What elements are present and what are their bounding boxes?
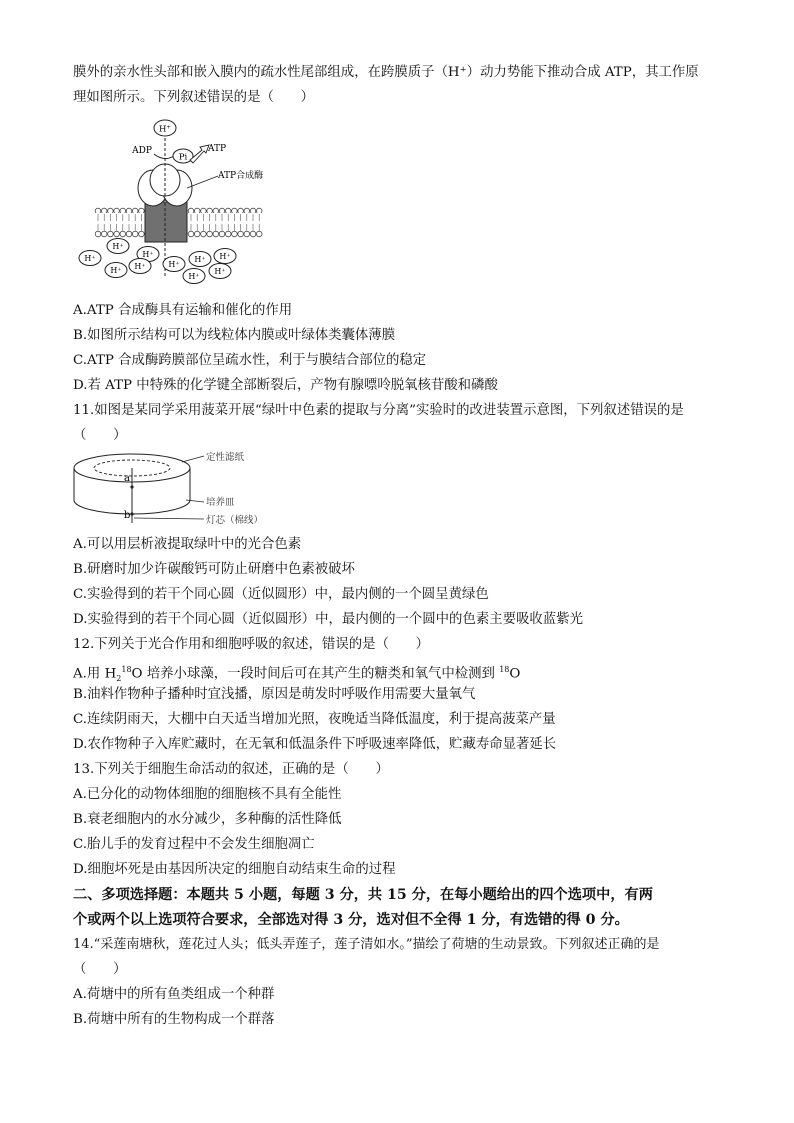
atp-synthase-label: ATP合成酶 bbox=[218, 171, 264, 181]
q10-option-a: A.ATP 合成酶具有运输和催化的作用 bbox=[73, 303, 293, 318]
label-wick: 灯芯（棉线） bbox=[206, 515, 264, 526]
phospholipid-head bbox=[219, 231, 225, 237]
label-b: b bbox=[124, 510, 131, 521]
phospholipid-head bbox=[250, 231, 256, 237]
q13-option-d: D.细胞坏死是由基因所决定的细胞自动结束生命的过程 bbox=[73, 862, 396, 877]
q10-stem-line1: 膜外的亲水性头部和嵌入膜内的疏水性尾部组成，在跨膜质子（H⁺）动力势能下推动合成 ATP，其工作原 bbox=[73, 65, 699, 80]
pi-label: Pi bbox=[178, 152, 188, 163]
q13-option-a: A.已分化的动物体细胞的细胞核不具有全能性 bbox=[73, 787, 342, 802]
phospholipid-head bbox=[207, 231, 213, 237]
phospholipid-head bbox=[126, 208, 132, 214]
q14-option-a: A.荷塘中的所有鱼类组成一个种群 bbox=[73, 987, 275, 1002]
phospholipid-head bbox=[95, 208, 101, 214]
phospholipid-head bbox=[139, 231, 145, 237]
q12-option-b: B.油料作物种子播种时宜浅播，原因是萌发时呼吸作用需要大量氧气 bbox=[73, 687, 476, 702]
h-ion-label: H⁺ bbox=[188, 272, 200, 281]
atp-synthase-diagram bbox=[70, 116, 285, 286]
q12-stem: 12.下列关于光合作用和细胞呼吸的叙述，错误的是（ ） bbox=[73, 637, 430, 652]
phospholipid-head bbox=[114, 231, 120, 237]
q14-stem-line1: 14.“采莲南塘秋，莲花过人头；低头弄莲子，莲子清如水。”描绘了荷塘的生动景致。下列叙述正确的是 bbox=[73, 937, 660, 952]
adp-label: ADP bbox=[132, 146, 152, 156]
phospholipid-head bbox=[95, 231, 101, 237]
q13-option-b: B.衰老细胞内的水分减少，多种酶的活性降低 bbox=[73, 812, 342, 827]
phospholipid-head bbox=[244, 231, 250, 237]
phospholipid-head bbox=[244, 208, 250, 214]
h-ion-label: H⁺ bbox=[214, 267, 226, 276]
q11-stem-line2: （ ） bbox=[73, 428, 127, 443]
phospholipid-head bbox=[101, 231, 107, 237]
section2-heading-line1: 二、多项选择题：本题共 5 小题，每题 3 分，共 15 分，在每小题给出的四个选项中，有两 bbox=[73, 887, 653, 903]
phospholipid-head bbox=[213, 231, 219, 237]
q12-option-a: A.用 $H_2^{18}O$ 培养小球藻，一段时间后可在其产生的糖类和氧气中检测到 $^{18}$O bbox=[73, 665, 521, 684]
phospholipid-head bbox=[201, 208, 207, 214]
phospholipid-head bbox=[101, 208, 107, 214]
phospholipid-head bbox=[250, 208, 256, 214]
phospholipid-head bbox=[108, 208, 114, 214]
phospholipid-head bbox=[238, 208, 244, 214]
q10-option-c: C.ATP 合成酶跨膜部位呈疏水性，利于与膜结合部位的稳定 bbox=[73, 353, 427, 368]
phospholipid-head bbox=[108, 231, 114, 237]
h-ion-label: H⁺ bbox=[84, 254, 96, 263]
q10-option-d: D.若 ATP 中特殊的化学键全部断裂后，产物有腺嘌呤脱氧核苷酸和磷酸 bbox=[73, 378, 498, 393]
q11-option-b: B.研磨时加少许碳酸钙可防止研磨中色素被破坏 bbox=[73, 562, 355, 577]
synthase-membrane-part bbox=[145, 202, 187, 242]
section2-heading-line2: 个或两个以上选项符合要求，全部选对得 3 分，选对但不全得 1 分，有选错的得 0 分。 bbox=[73, 912, 629, 928]
atp-label: ATP bbox=[208, 144, 227, 154]
chromatography-dish-diagram bbox=[72, 448, 302, 530]
h-ion-label: H⁺ bbox=[142, 250, 154, 259]
h-ion-label: H⁺ bbox=[112, 242, 124, 251]
phospholipid-head bbox=[219, 208, 225, 214]
phospholipid-head bbox=[139, 208, 145, 214]
q12-option-c: C.连续阴雨天，大棚中白天适当增加光照，夜晚适当降低温度，利于提高菠菜产量 bbox=[73, 712, 556, 727]
phospholipid-head bbox=[225, 208, 231, 214]
phospholipid-head bbox=[213, 208, 219, 214]
label-filter-paper: 定性滤纸 bbox=[206, 452, 245, 463]
q11-option-c: C.实验得到的若干个同心圆（近似圆形）中，最内侧的一个圆呈黄绿色 bbox=[73, 587, 489, 602]
label-petri-dish: 培养皿 bbox=[206, 497, 235, 508]
phospholipid-head bbox=[225, 231, 231, 237]
q11-option-d: D.实验得到的若干个同心圆（近似圆形）中，最内侧的一个圆中的色素主要吸收蓝紫光 bbox=[73, 612, 583, 627]
phospholipid-head bbox=[201, 231, 207, 237]
q13-stem: 13.下列关于细胞生命活动的叙述，正确的是（ ） bbox=[73, 762, 389, 777]
phospholipid-head bbox=[194, 231, 200, 237]
q14-option-b: B.荷塘中所有的生物构成一个群落 bbox=[73, 1012, 275, 1027]
q10-option-b: B.如图所示结构可以为线粒体内膜或叶绿体类囊体薄膜 bbox=[73, 328, 396, 343]
h-ion-label: H⁺ bbox=[134, 262, 146, 271]
phospholipid-head bbox=[132, 208, 138, 214]
label-a: a bbox=[124, 473, 130, 484]
phospholipid-head bbox=[194, 208, 200, 214]
h-ion-label: H⁺ bbox=[168, 260, 180, 269]
q10-stem-line2: 理如图所示。下列叙述错误的是（ ） bbox=[73, 90, 315, 105]
q13-option-c: C.胎儿手的发育过程中不会发生细胞凋亡 bbox=[73, 837, 315, 852]
h-ion-label: H⁺ bbox=[194, 255, 206, 264]
q14-stem-line2: （ ） bbox=[73, 962, 127, 977]
phospholipid-head bbox=[120, 208, 126, 214]
h-ion-label: H⁺ bbox=[110, 266, 122, 275]
phospholipid-head bbox=[207, 208, 213, 214]
q12-option-d: D.农作物种子入库贮藏时，在无氧和低温条件下呼吸速率降低，贮藏寿命显著延长 bbox=[73, 737, 557, 752]
phospholipid-head bbox=[256, 208, 262, 214]
h-ion-label: H⁺ bbox=[219, 252, 231, 261]
phospholipid-head bbox=[120, 231, 126, 237]
phospholipid-head bbox=[188, 208, 194, 214]
phospholipid-head bbox=[232, 208, 238, 214]
phospholipid-head bbox=[114, 208, 120, 214]
phospholipid-head bbox=[238, 231, 244, 237]
phospholipid-head bbox=[232, 231, 238, 237]
h-ion-group bbox=[79, 239, 236, 284]
q11-option-a: A.可以用层析液提取绿叶中的光合色素 bbox=[73, 537, 302, 552]
phospholipid-head bbox=[188, 231, 194, 237]
phospholipid-head bbox=[256, 231, 262, 237]
phospholipid-head bbox=[132, 231, 138, 237]
phospholipid-head bbox=[126, 231, 132, 237]
q11-stem-line1: 11.如图是某同学采用菠菜开展“绿叶中色素的提取与分离”实验时的改进装置示意图，下列叙述错误的是 bbox=[73, 403, 684, 418]
h-ion-top: H⁺ bbox=[159, 124, 171, 135]
